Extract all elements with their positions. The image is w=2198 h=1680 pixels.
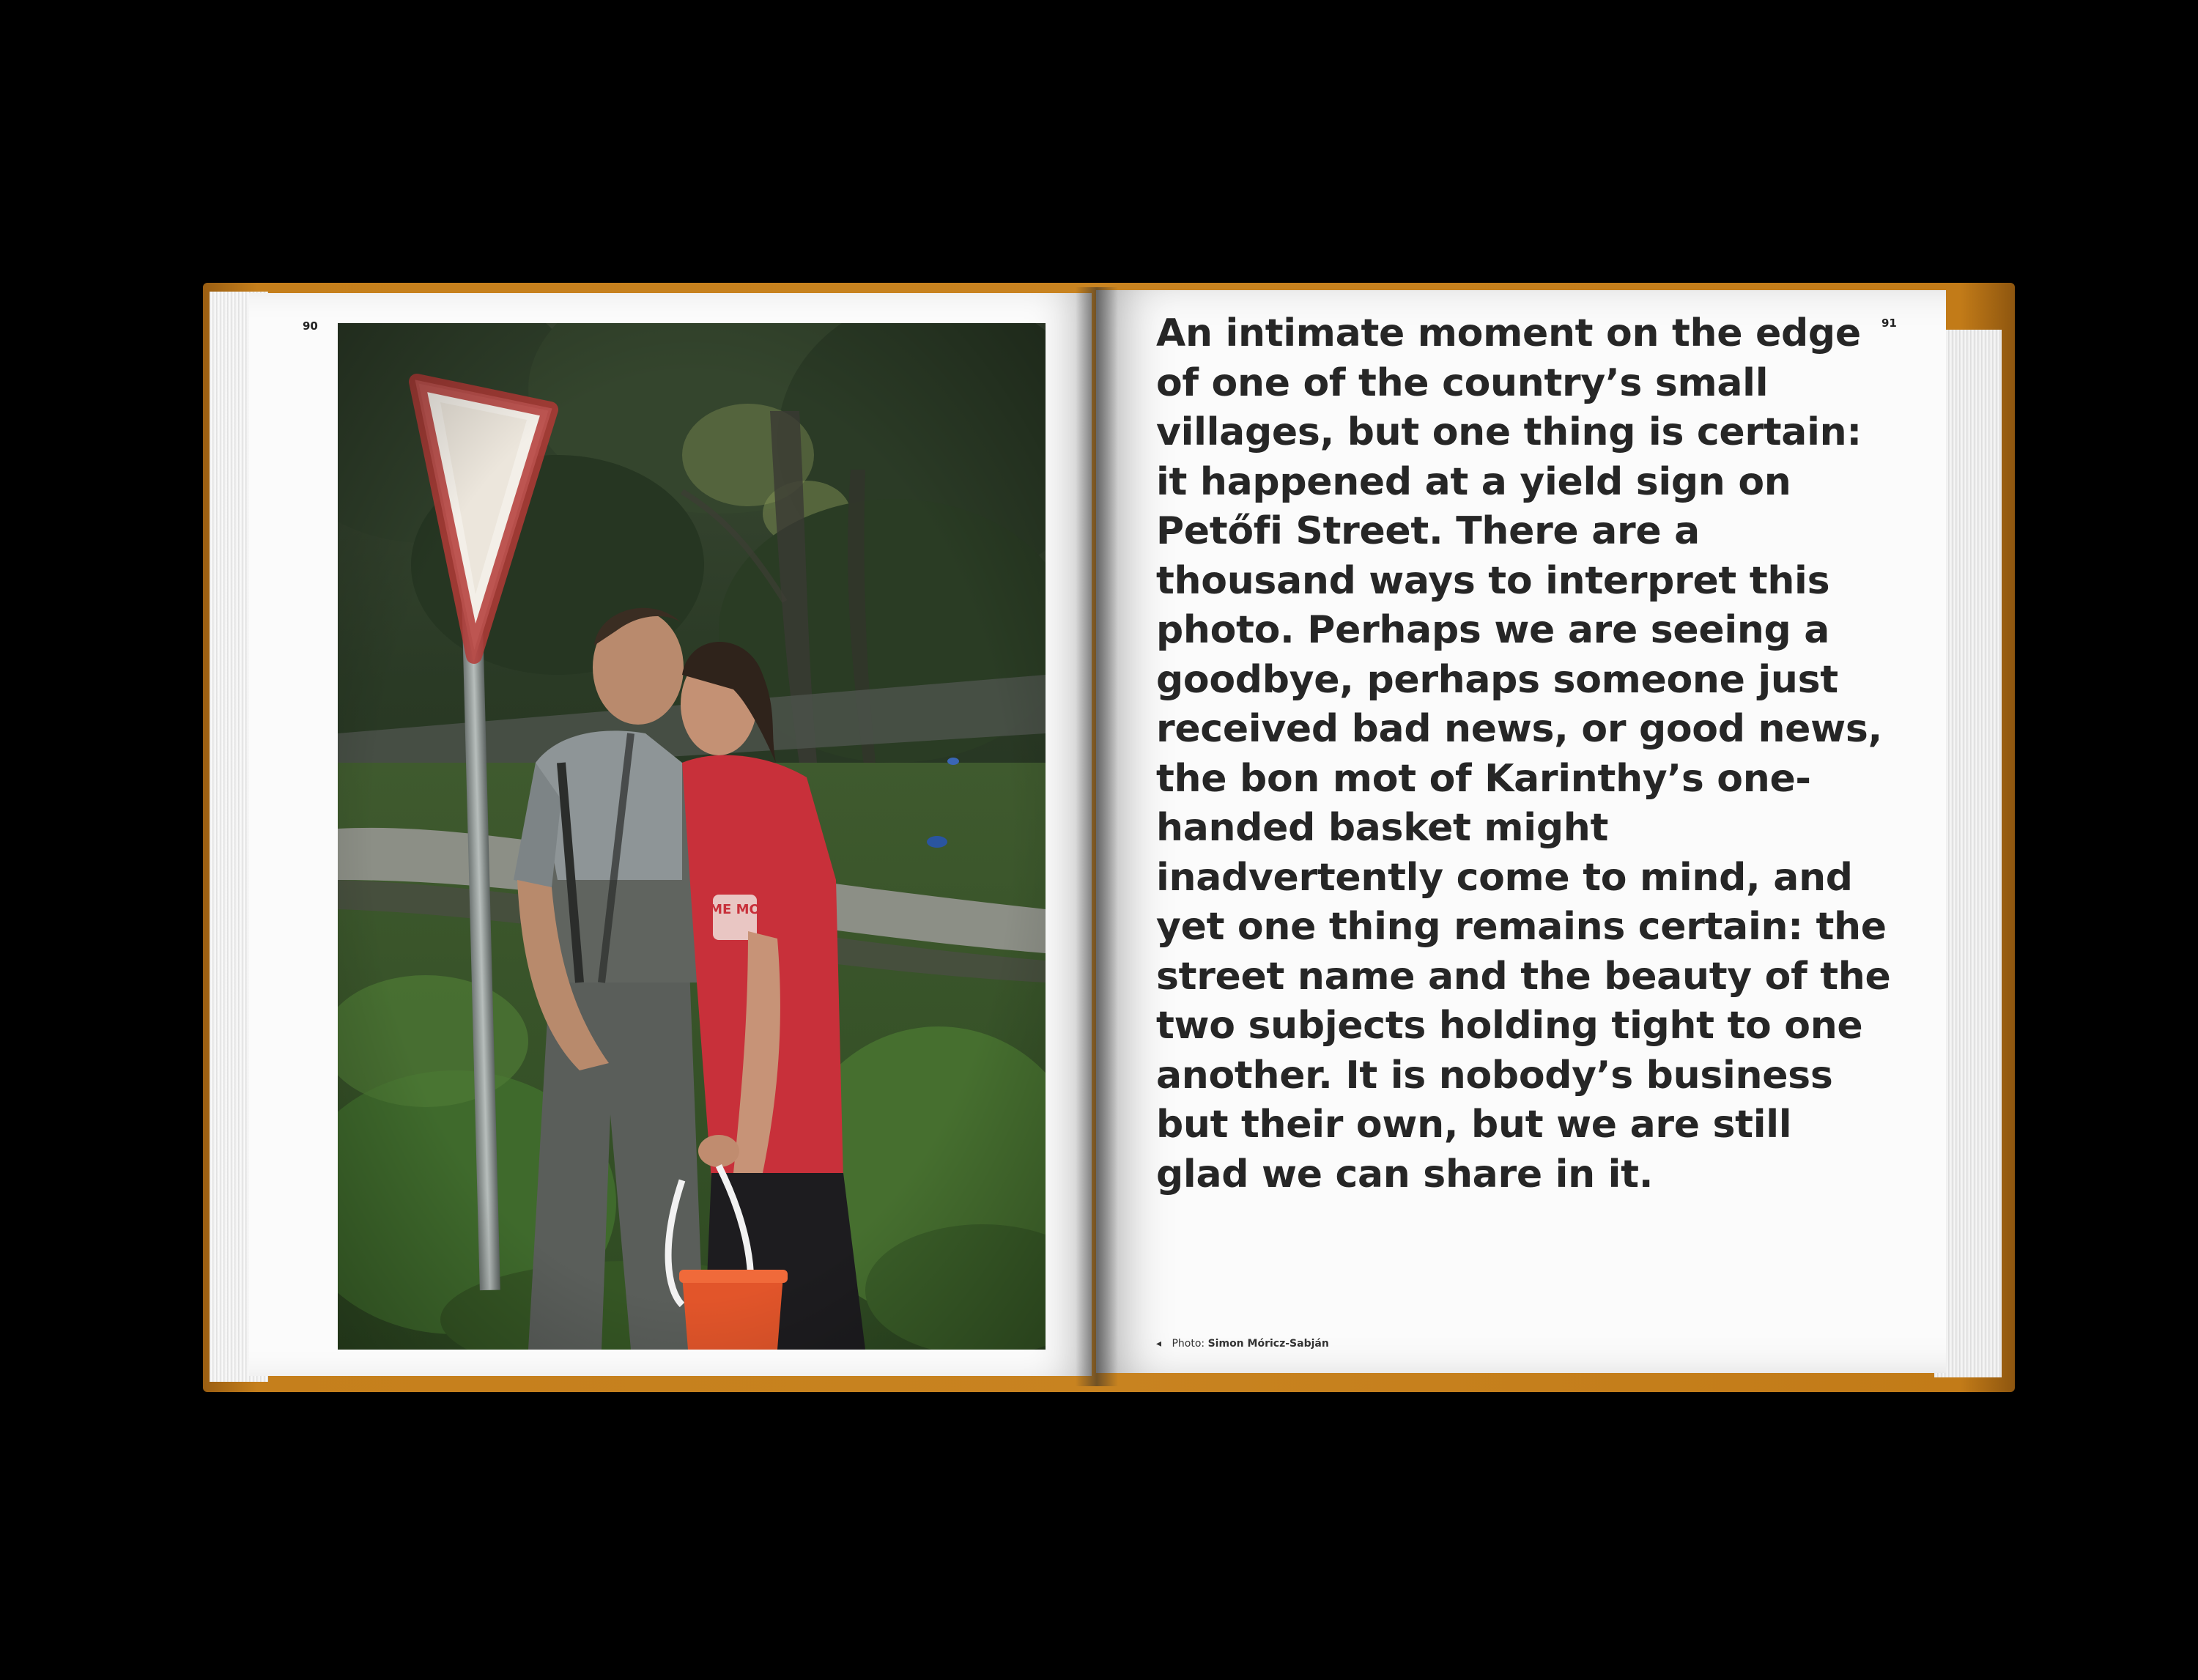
page-number-right: 91 [1881, 317, 1897, 330]
photo-credit [1156, 1338, 1329, 1350]
credit-photographer: Simon Móricz-Sabján [1207, 1338, 1329, 1350]
couple-embracing-by-yield-sign-photo [338, 323, 1046, 1350]
page-number-left: 90 [303, 319, 318, 333]
credit-arrow-icon: ◂ [1156, 1338, 1162, 1350]
body-text: An intimate moment on the edge of one of the country’s small villages, but one thing is certain: it happened at a yield sign on Petőfi Street. There are a thousand ways to interpret this photo. Perhaps we are seeing a goodbye, perhaps someone just received bad news, or good news, the bon mot of Karinthy’s one-handed basket might inadvertently come to mind, and yet one thing remains certain: the street name and the beauty of the two subjects holding tight to one another. It is nobody’s business but their own, but we are still glad we can share in it. [1156, 311, 1891, 1196]
credit-label: Photo: [1172, 1338, 1205, 1350]
book-gutter [1076, 287, 1118, 1386]
